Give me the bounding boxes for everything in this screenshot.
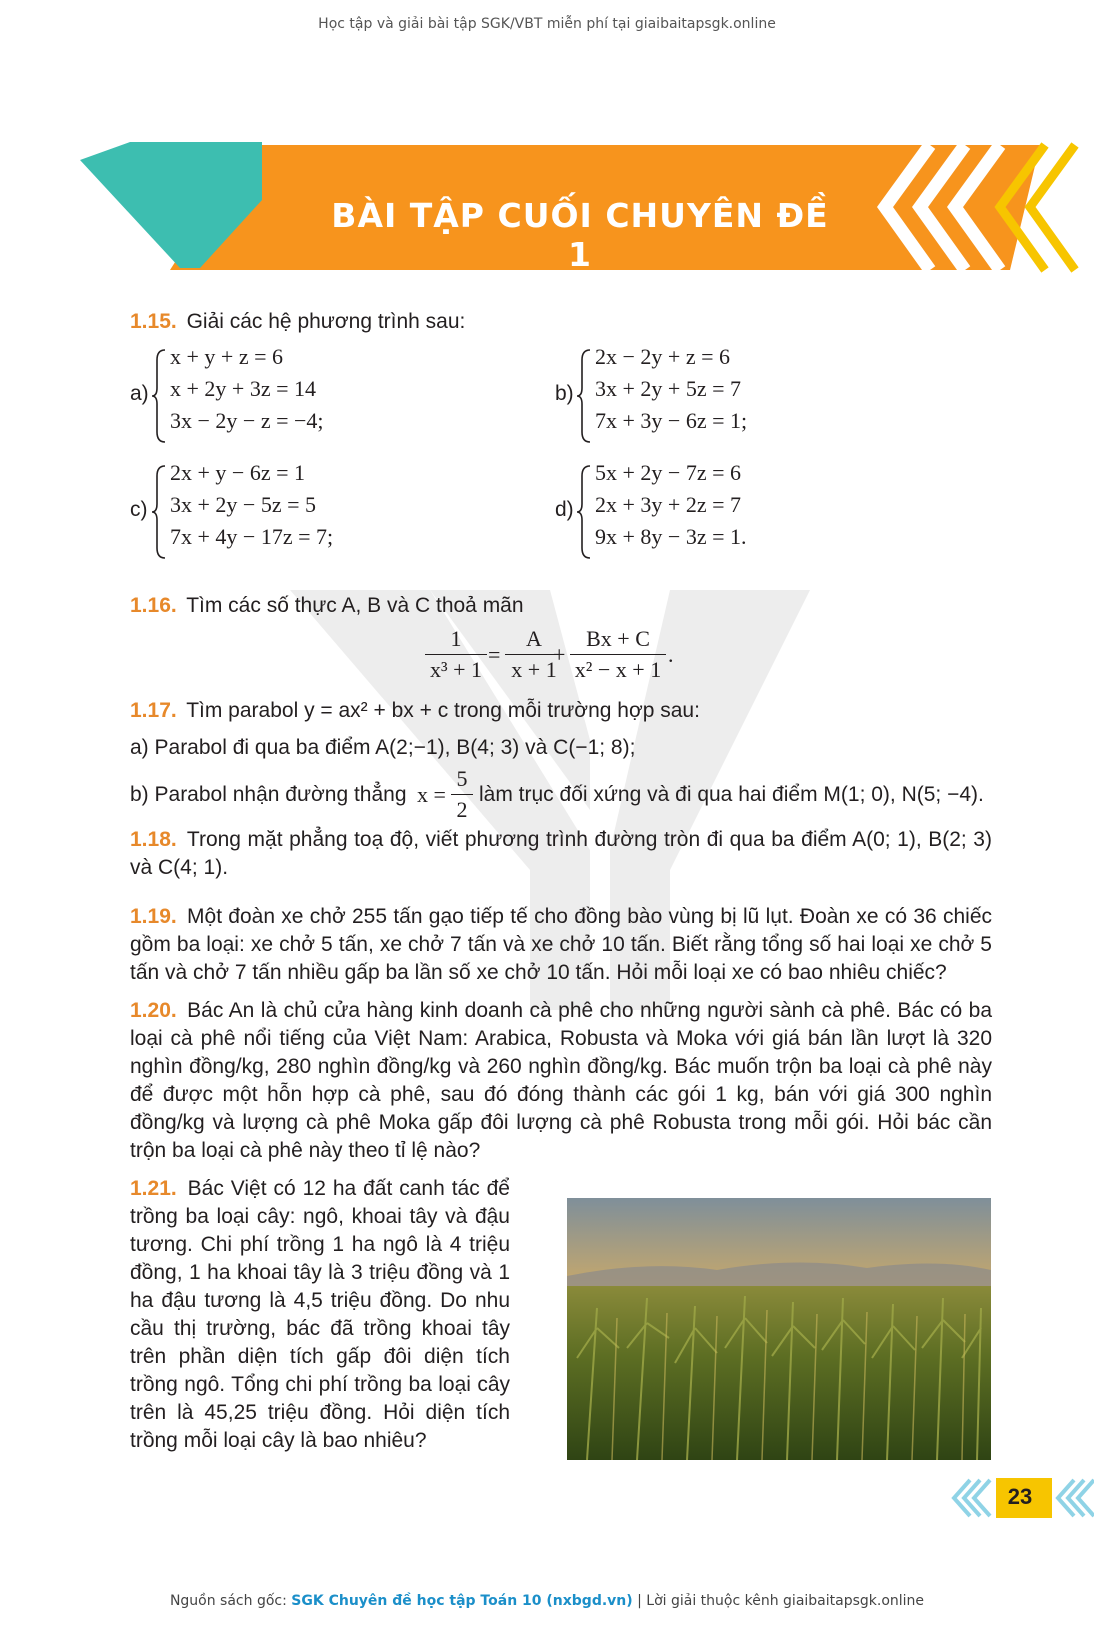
exercise-1-17-heading [130,697,992,725]
equation: x + 2y + 3z = 14 [170,376,316,401]
footer-suffix: | Lời giải thuộc kênh giaibaitapsgk.online [632,1593,925,1609]
corn-field-photo [567,1198,991,1460]
exercise-text: Một đoàn xe chở 255 tấn gạo tiếp tế cho đồng bào vùng bị lũ lụt. Đoàn xe có 36 chiếc gồm ba loại: xe chở 5 tấn, xe chở 7 tấn và xe chở 10 tấn. Biết rằng tổng số hai loại xe chở 5 tấn và chở 7 tấn nhiều gấp ba lần số xe chở 10 tấn. Hỏi mỗi loại xe có bao nhiêu chiếc? [130,905,992,984]
numerator: 5 [451,766,473,795]
exercise-1-19 [130,903,992,987]
brace-icon [150,348,168,444]
exercise-number: 1.16. [130,594,177,617]
period: . [668,642,674,667]
page-number: 23 [1007,1484,1033,1509]
chapter-title: BÀI TẬP CUỐI CHUYÊN ĐỀ 1 [331,196,829,274]
exercise-1-15-heading [130,308,992,336]
denominator: x + 1 [511,657,557,682]
exercise-1-17-b-post: làm trục đối xứng và đi qua hai điểm M(1; 0), N(5; −4). [479,783,984,806]
equation: 2x + y − 6z = 1 [170,460,305,485]
exercise-text: Giải các hệ phương trình sau: [186,310,466,333]
equation: 9x + 8y − 3z = 1. [595,524,747,549]
exercise-1-18 [130,826,992,882]
page-footer [0,1593,1094,1609]
equation: 3x + 2y − 5z = 5 [170,492,316,517]
exercise-text: Bác Việt có 12 ha đất canh tác để trồng ba loại cây: ngô, khoai tây và đậu tương. Chi phí trồng 1 ha ngô là 4 triệu đồng, 1 ha khoai tây là 3 triệu đồng và 1 ha đậu tương là 4,5 triệu đồng. Do nhu cầu thị trường, bác đã trồng khoai tây trên phần diện tích gấp đôi diện tích trồng ngô. Tổng chi phí trồng ba loại cây trên là 45,25 triệu đồng. Hỏi diện tích trồng mỗi loại cây là bao nhiêu? [130,1177,510,1452]
system-label: a) [130,382,149,405]
x-equals: x = [417,782,446,807]
equation: 3x + 2y + 5z = 7 [595,376,741,401]
exercise-1-16-heading [130,592,992,620]
exercise-number: 1.17. [130,699,177,722]
exercise-text: Tìm parabol y = ax² + bx + c trong mỗi trường hợp sau: [186,699,700,722]
numerator: A [505,626,563,655]
exercise-number: 1.15. [130,310,177,333]
system-label: b) [555,382,574,405]
footer-source-link[interactable]: SGK Chuyên đề học tập Toán 10 (nxbgd.vn) [291,1593,633,1609]
equation: 7x + 3y − 6z = 1; [595,408,748,433]
fraction-lhs [425,626,487,683]
equals-sign: = [488,642,501,667]
equation: x + y + z = 6 [170,344,283,369]
exercise-text: Tìm các số thực A, B và C thoả mãn [186,594,524,617]
denominator: x³ + 1 [429,657,482,682]
numerator: Bx + C [570,626,666,655]
equation: 5x + 2y − 7z = 6 [595,460,741,485]
brace-icon [575,348,593,444]
denominator: x² − x + 1 [574,657,662,682]
fraction-bc [570,626,666,683]
exercise-number: 1.20. [130,999,177,1022]
brace-icon [575,464,593,560]
footer-prefix: Nguồn sách gốc: [169,1593,292,1609]
exercise-number: 1.21. [130,1177,177,1200]
fraction-five-halves [451,766,473,823]
exercise-number: 1.18. [130,828,177,851]
exercise-1-17-b-pre: b) Parabol nhận đường thẳng [130,783,407,806]
brace-icon [150,464,168,560]
exercise-1-17-a: a) Parabol đi qua ba điểm A(2;−1), B(4; 3) và C(−1; 8); [130,736,636,759]
exercise-1-21 [130,1175,510,1455]
numerator: 1 [425,626,487,655]
exercise-number: 1.19. [130,905,177,928]
equation: 7x + 4y − 17z = 7; [170,524,334,549]
exercise-1-20 [130,997,992,1165]
plus-sign: + [553,642,566,667]
system-label: c) [130,498,148,521]
exercise-text: Bác An là chủ cửa hàng kinh doanh cà phê cho những người sành cà phê. Bác có ba loại cà phê nổi tiếng của Việt Nam: Arabica, Robusta và Moka với giá bán lần lượt là 320 nghìn đồng/kg, 280 nghìn đồng/kg và 260 nghìn đồng/kg. Bác muốn trộn ba loại cà phê này để được một hỗn hợp cà phê, sau đó đóng thành các gói 1 kg, bán với giá 300 nghìn đồng/kg và lượng cà phê Moka gấp đôi lượng cà phê Robusta trong mỗi gói. Hỏi bác cần trộn ba loại cà phê này theo tỉ lệ nào? [130,999,992,1162]
denominator: 2 [456,797,468,822]
equation: 2x + 3y + 2z = 7 [595,492,741,517]
system-label: d) [555,498,574,521]
page-header-text: Học tập và giải bài tập SGK/VBT miễn phí tại giaibaitapsgk.online [318,16,776,32]
exercise-text: Trong mặt phẳng toạ độ, viết phương trình đường tròn đi qua ba điểm A(0; 1), B(2; 3) và C(4; 1). [130,828,992,879]
equation: 2x − 2y + z = 6 [595,344,730,369]
equation: 3x − 2y − z = −4; [170,408,324,433]
